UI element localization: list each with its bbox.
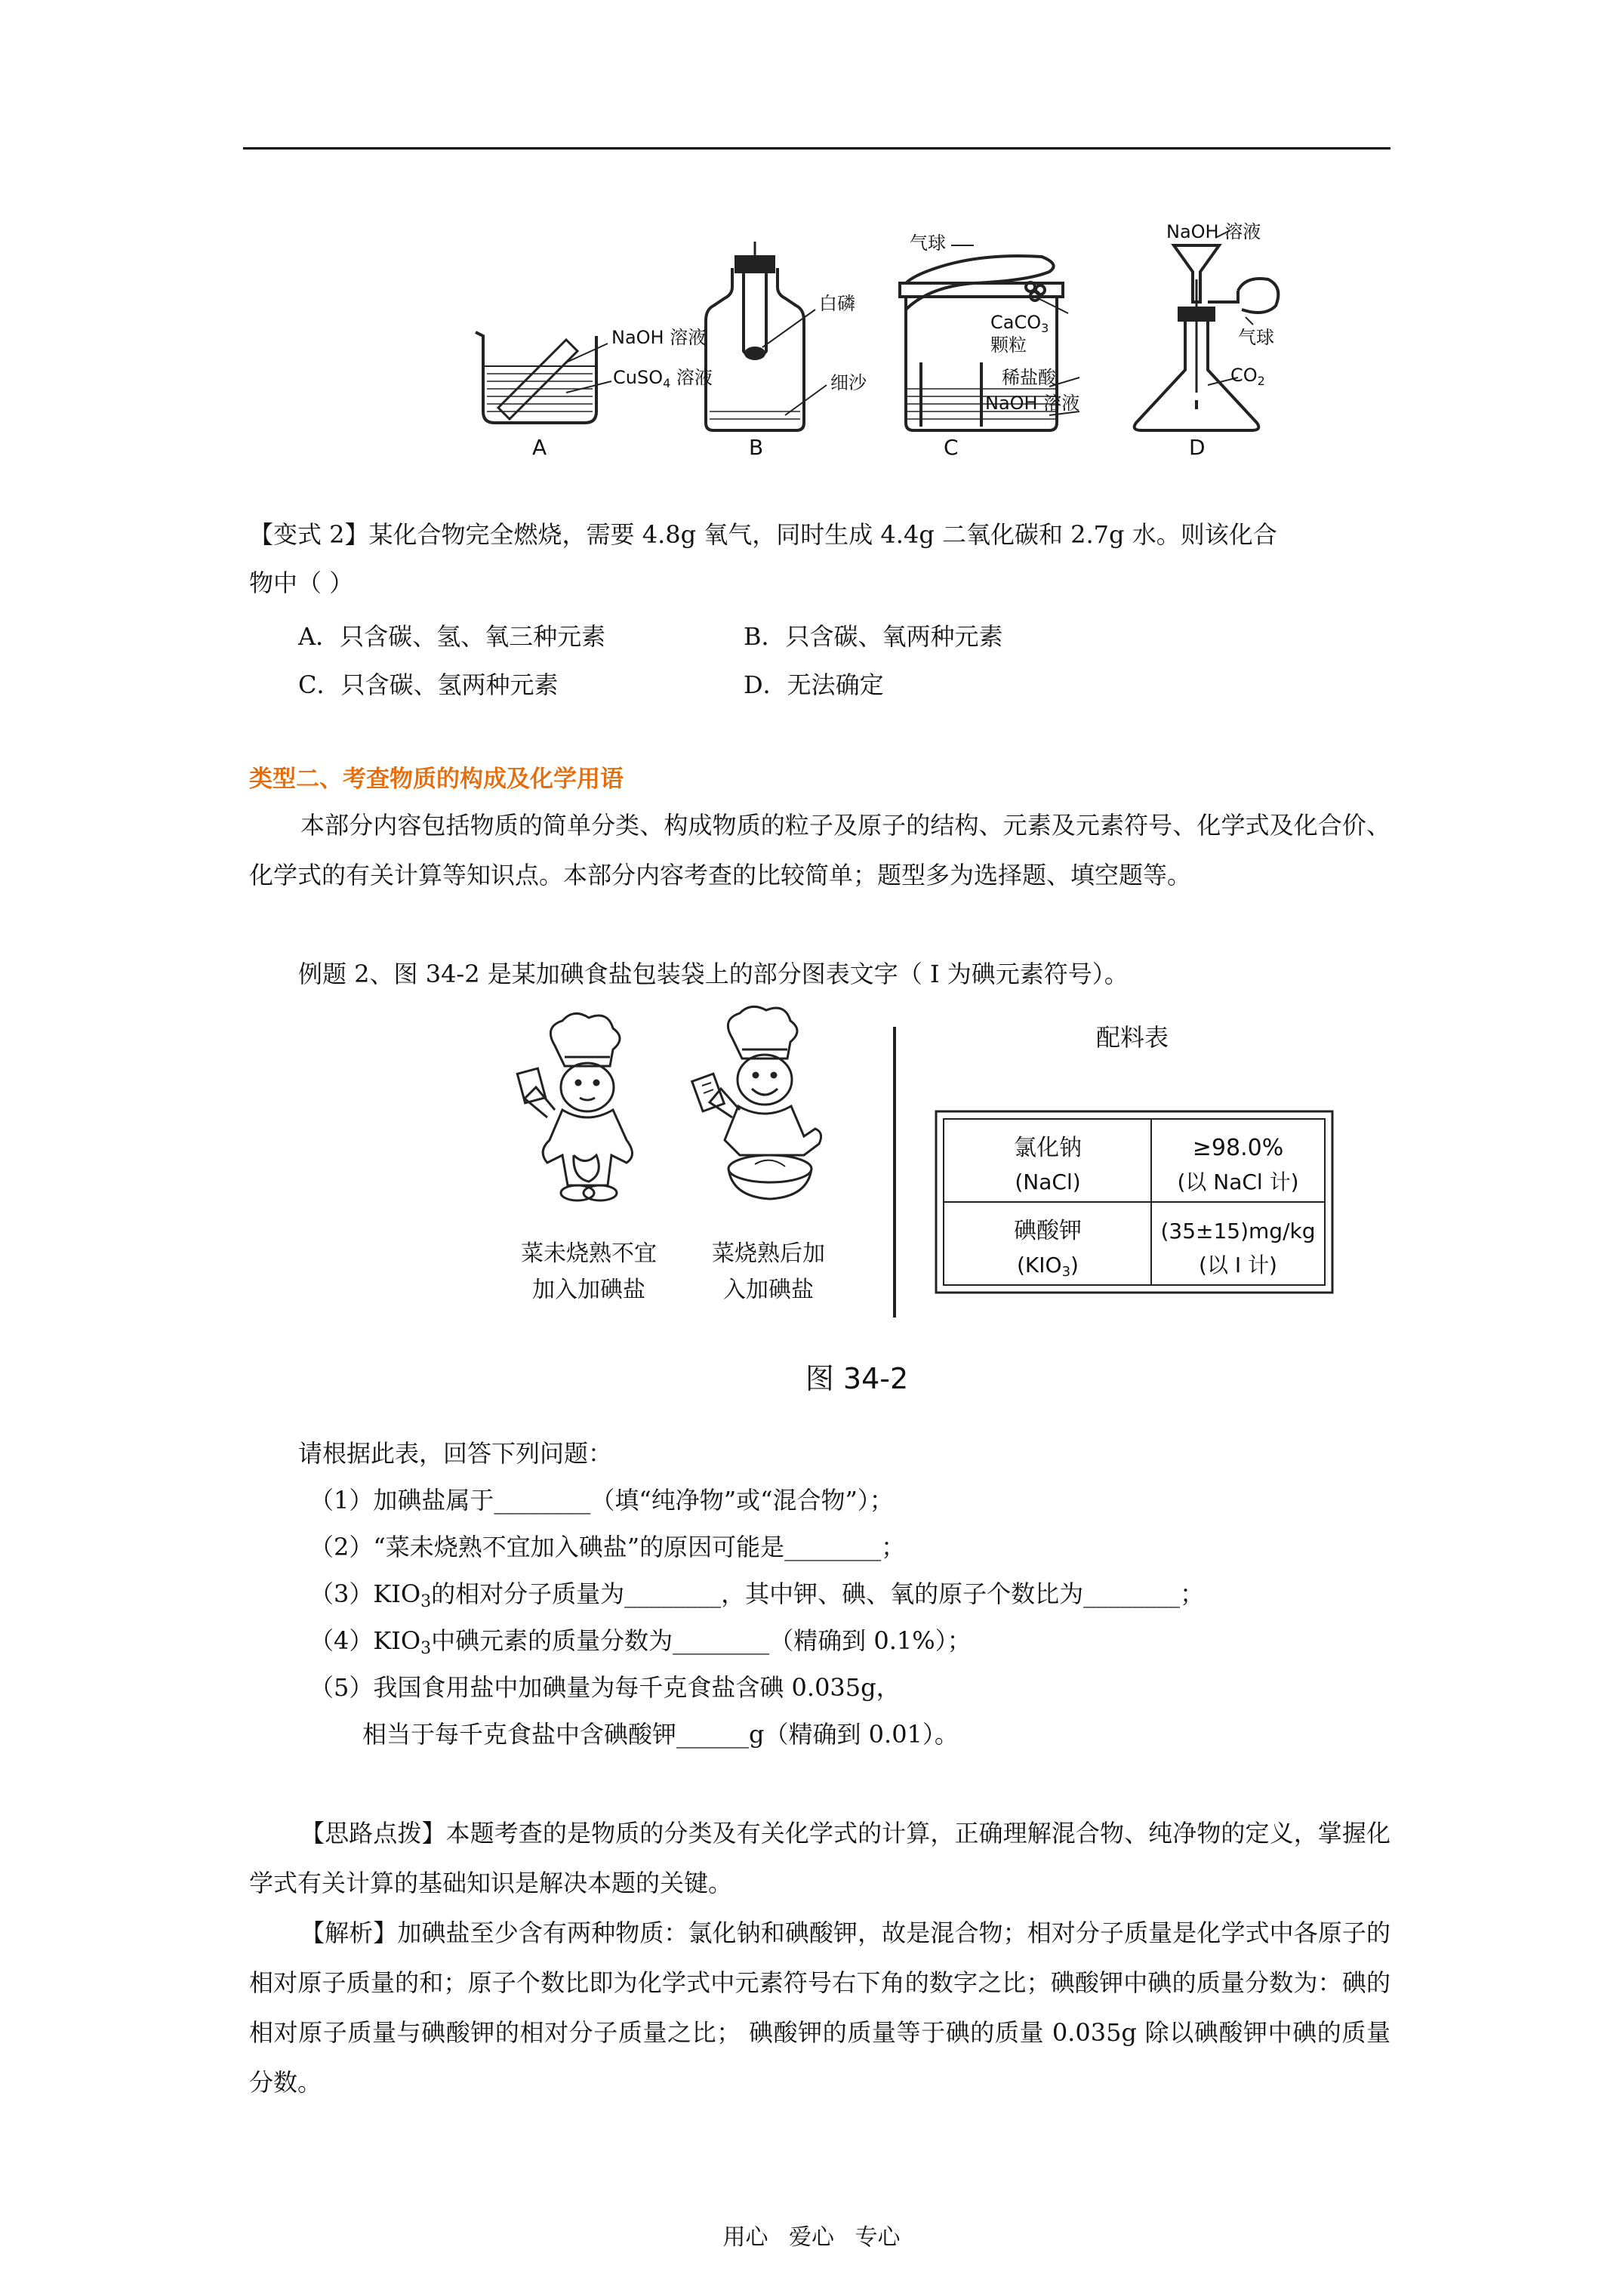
option-d: D．无法确定	[744, 670, 884, 699]
svg-text:NaOH 溶液	[1166, 221, 1261, 242]
svg-text:稀盐酸	[1002, 367, 1057, 388]
label-co2: CO	[1230, 365, 1258, 386]
analysis-body: 加碘盐至少含有两种物质：氯化钠和碘酸钾，故是混合物；相对分子质量是化学式中各原子的相对原子质量的和；原子个数比即为化学式中元素符号右下角的数字之比；碘酸钾中碘的质量分数为：碘的相对原子质量与碘酸钾的相对分子质量之比； 碘酸钾的质量等于碘的质量 0.035g 除以碘酸钾中碘的质量分数。	[249, 1918, 1390, 2097]
label-c: C	[944, 435, 959, 460]
label-cuso4-tail: 溶液	[670, 367, 713, 388]
question-5: （5）我国食用盐中加碘量为每千克食盐含碘 0.035g，	[310, 1673, 901, 1702]
page-footer: 用心 爱心 专心	[722, 2224, 901, 2251]
svg-text:≥98.0%	[1193, 1135, 1283, 1161]
label-sand: 细沙	[830, 372, 867, 393]
question-2: （2）“菜未烧熟不宜加入碘盐”的原因可能是________；	[310, 1533, 906, 1561]
label-co2-sub: 2	[1257, 374, 1265, 388]
svg-text:CO2	[1230, 365, 1265, 388]
svg-text:配料表	[1096, 1023, 1169, 1052]
option-c: C．只含碳、氢两种元素	[298, 670, 559, 699]
label-balloon-c: 气球	[910, 233, 946, 254]
svg-text:NaOH 溶液	[985, 393, 1079, 414]
chef-right-illustration	[692, 1006, 821, 1199]
svg-text:(35±15)mg/kg	[1160, 1219, 1315, 1244]
svg-text:CaCO3	[990, 312, 1049, 335]
question-3-b: 的相对分子质量为________，其中钾、碘、氧的原子个数比为________；	[431, 1579, 1205, 1608]
apparatus-figure	[453, 211, 1283, 461]
svg-text:碘酸钾	[1014, 1218, 1082, 1244]
label-d: D	[1189, 435, 1206, 460]
svg-text:菜未烧熟不宜	[521, 1240, 657, 1267]
table-title: 配料表	[1095, 1023, 1169, 1052]
label-a: A	[532, 435, 547, 460]
label-hcl: 稀盐酸	[1002, 367, 1056, 388]
svg-text:(以 I 计)	[1199, 1253, 1277, 1277]
svg-text:(NaCl)	[1015, 1170, 1080, 1194]
row1-formula: (NaCl)	[1015, 1170, 1081, 1194]
label-naoh-d: NaOH 溶液	[1166, 221, 1261, 242]
row1-name: 氯化钠	[1014, 1135, 1082, 1161]
hint-body: 本题考查的是物质的分类及有关化学式的计算，正确理解混合物、纯净物的定义，掌握化学式有关计算的基础知识是解决本题的关键。	[249, 1819, 1390, 1897]
option-b: B．只含碳、氧两种元素	[744, 622, 1003, 651]
header-rule	[243, 147, 1390, 149]
variant2-line2: 物中（ ）	[249, 569, 354, 597]
svg-text:气球	[1238, 327, 1274, 348]
question-3-sub: 3	[420, 1592, 432, 1611]
label-b: B	[749, 435, 764, 460]
label-white-p: 白磷	[819, 293, 855, 314]
svg-text:白磷	[819, 293, 855, 314]
svg-text:(KIO3)	[1017, 1253, 1079, 1280]
question-4-sub: 3	[420, 1639, 432, 1658]
row2-formula-sub: 3	[1061, 1264, 1071, 1280]
analysis-label: 【解析】	[300, 1918, 398, 1947]
label-naoh-a: NaOH 溶液	[611, 327, 707, 348]
svg-text:CuSO4 溶液	[613, 367, 713, 390]
caption-left-line1: 菜未烧熟不宜	[521, 1240, 657, 1267]
label-naoh-c: NaOH 溶液	[985, 393, 1080, 414]
section2-body: 本部分内容包括物质的简单分类、构成物质的粒子及原子的结构、元素及元素符号、化学式及化合价、化学式的有关计算等知识点。本部分内容考查的比较简单；题型多为选择题、填空题等。	[249, 811, 1390, 889]
chef-left-illustration	[517, 1013, 632, 1200]
svg-text:菜烧熟后加	[712, 1240, 825, 1267]
question-4-b: 中碘元素的质量分数为________（精确到 0.1%）；	[431, 1626, 972, 1655]
row2-formula-tail: )	[1070, 1253, 1079, 1277]
question-5-continued: 相当于每千克食盐中含碘酸钾______g（精确到 0.01）。	[362, 1720, 959, 1749]
question-4-a: （4）KIO	[310, 1626, 421, 1655]
svg-text:入加碘盐	[723, 1277, 814, 1303]
hint-paragraph	[249, 1808, 1390, 1908]
beaker-a	[476, 332, 611, 423]
questions-lead: 请根据此表，回答下列问题：	[298, 1439, 613, 1468]
row1-value: ≥98.0%	[1192, 1135, 1284, 1161]
caption-right-line2: 入加碘盐	[723, 1277, 814, 1303]
svg-text:加入加碘盐	[532, 1277, 645, 1303]
svg-text:气球	[910, 233, 946, 254]
svg-text:细沙	[830, 372, 867, 393]
option-a: A．只含碳、氢、氧三种元素	[298, 622, 606, 651]
label-caco3-sub: 3	[1041, 321, 1049, 335]
label-granule: 颗粒	[990, 334, 1027, 356]
label-caco3: CaCO	[990, 312, 1042, 333]
caption-left-line2: 加入加碘盐	[532, 1277, 645, 1303]
row2-formula: (KIO	[1017, 1253, 1062, 1277]
hint-label: 【思路点拨】	[300, 1819, 446, 1848]
svg-text:D	[1189, 435, 1206, 460]
svg-text:颗粒	[990, 334, 1027, 356]
label-cuso4: CuSO	[613, 367, 664, 388]
row2-value: (35±15)mg/kg	[1160, 1219, 1316, 1244]
analysis-paragraph	[249, 1908, 1390, 2107]
caption-right-line1: 菜烧熟后加	[712, 1240, 825, 1267]
flask-b	[706, 242, 827, 430]
svg-text:(以 NaCl 计)	[1177, 1170, 1298, 1194]
question-1: （1）加碘盐属于________（填“纯净物”或“混合物”）；	[310, 1486, 894, 1515]
question-4	[310, 1622, 972, 1658]
label-balloon-d: 气球	[1238, 327, 1274, 348]
salt-package-figure	[483, 1004, 1351, 1321]
figure-caption: 图 34-2	[805, 1362, 909, 1395]
question-3-a: （3）KIO	[310, 1579, 421, 1608]
section2-heading: 类型二、考查物质的构成及化学用语	[249, 766, 624, 793]
svg-text:B	[749, 435, 763, 460]
variant2-line1: 【变式 2】某化合物完全燃烧，需要 4.8g 氧气，同时生成 4.4g 二氧化碳和 2.7g 水。则该化合	[249, 520, 1277, 549]
row1-note: (以 NaCl 计)	[1177, 1170, 1299, 1194]
example2-intro: 例题 2、图 34-2 是某加碘食盐包装袋上的部分图表文字（ I 为碘元素符号）。	[298, 960, 1129, 988]
svg-text:A	[532, 435, 547, 460]
svg-text:氯化钠	[1014, 1135, 1082, 1161]
row2-note: (以 I 计)	[1199, 1253, 1277, 1277]
svg-text:NaOH 溶液	[611, 327, 706, 348]
label-cuso4-sub: 4	[663, 376, 671, 390]
question-3	[310, 1575, 1204, 1611]
svg-text:C	[944, 435, 959, 460]
row2-name: 碘酸钾	[1014, 1218, 1082, 1244]
